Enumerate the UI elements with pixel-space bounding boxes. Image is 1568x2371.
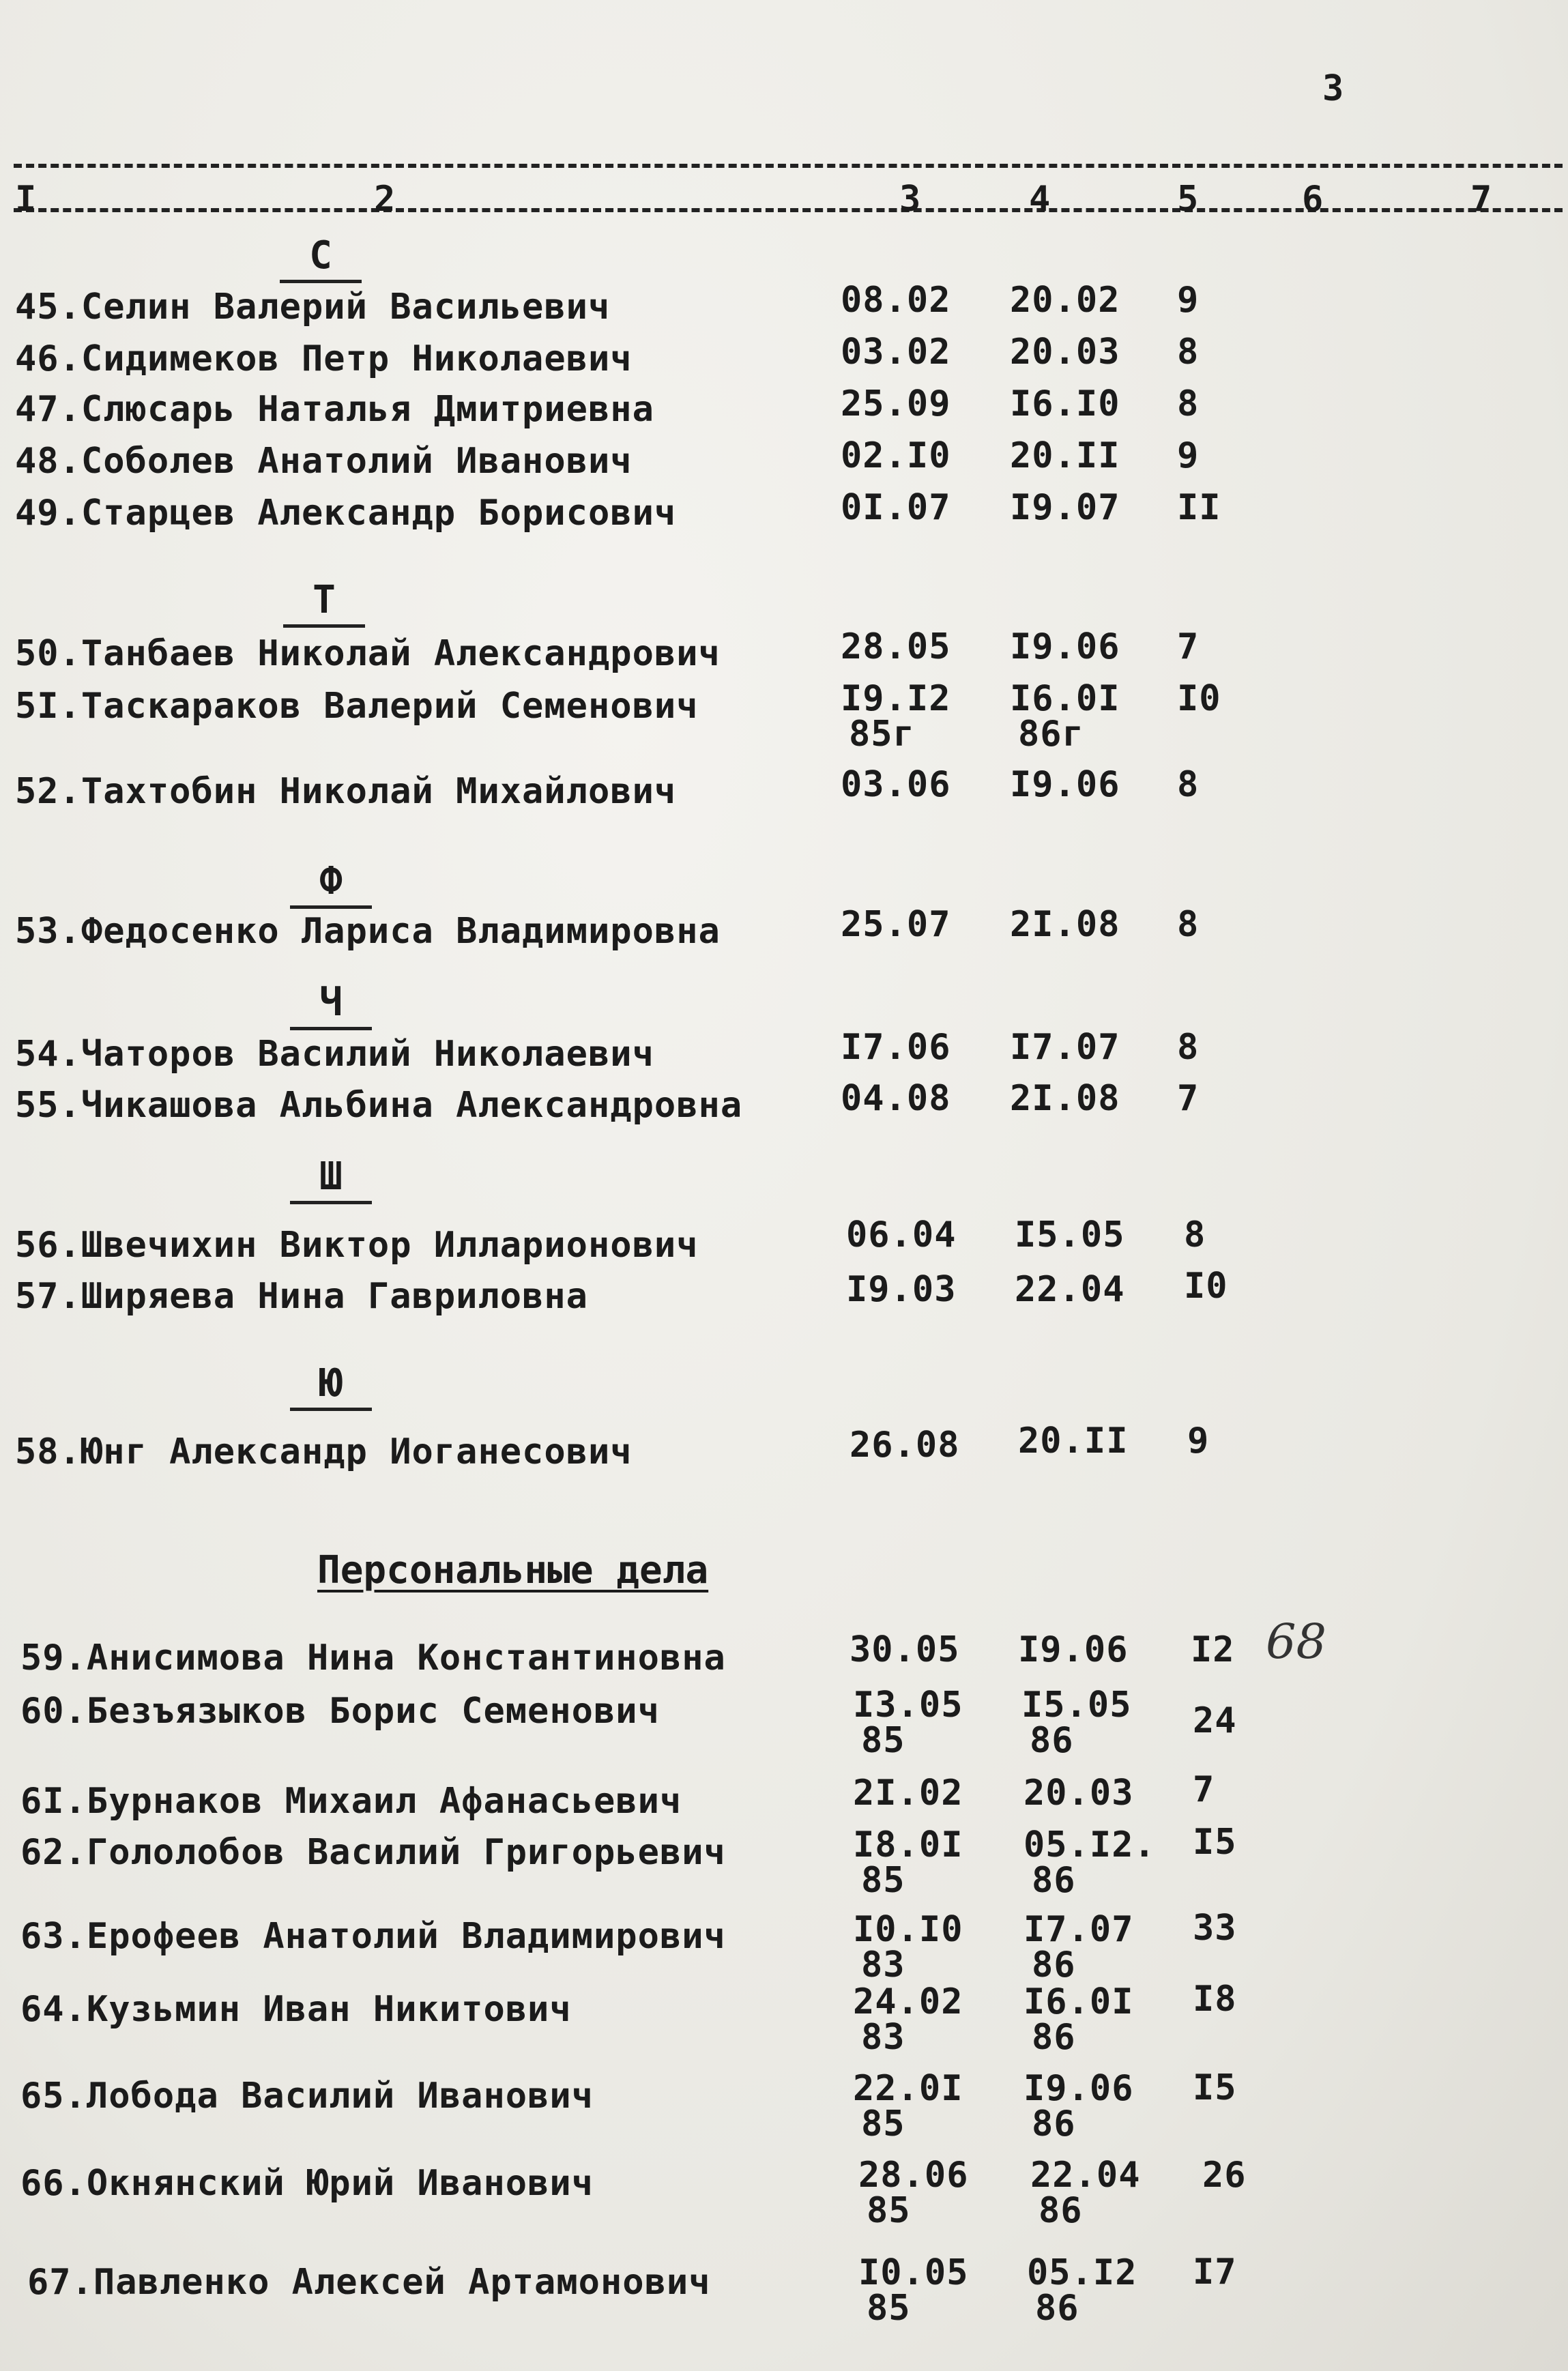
list-item-date-end — [1027, 2252, 1137, 2329]
list-item-date-start: 02.I0 — [841, 435, 951, 476]
date-day-month: I6.0I — [1010, 678, 1120, 719]
list-item-date-start: 25.07 — [841, 904, 951, 945]
personal-files-heading: Персональные дела — [317, 1548, 709, 1592]
list-item-sheets: 9 — [1177, 280, 1200, 321]
list-item-name: 66.Окнянский Юрий Иванович — [20, 2163, 594, 2204]
list-item-date-end — [1023, 1981, 1134, 2058]
list-item-date-start: 25.09 — [841, 383, 951, 424]
list-item-sheets: 8 — [1184, 1214, 1206, 1255]
section-letter: Ч — [276, 983, 386, 1023]
list-item-sheets: I2 — [1191, 1629, 1235, 1670]
list-item-date-start — [853, 1685, 963, 1761]
list-item-date-start — [853, 1824, 963, 1901]
date-day-month: I3.05 — [853, 1685, 963, 1726]
list-item-sheets: 7 — [1177, 626, 1200, 667]
list-item-date-start — [853, 1981, 963, 2058]
header-rule-bottom — [14, 208, 1563, 212]
list-item-sheets: II — [1177, 487, 1221, 528]
list-item-sheets: I5 — [1193, 2067, 1237, 2108]
list-item-date-end — [1010, 678, 1120, 755]
date-day-month: I7.07 — [1023, 1909, 1134, 1950]
list-item-sheets: 7 — [1193, 1769, 1215, 1810]
column-header-5: 5 — [1177, 179, 1200, 220]
section-letter: Ф — [276, 861, 386, 902]
list-item-date-end — [1023, 1909, 1134, 1985]
date-year: 86г — [1018, 714, 1084, 755]
list-item-date-start — [858, 2252, 969, 2329]
list-item-name: 56.Швечихин Виктор Илларионович — [15, 1225, 699, 1266]
list-item-name: 62.Гололобов Василий Григорьевич — [20, 1832, 726, 1873]
list-item-date-start: 06.04 — [846, 1214, 957, 1255]
date-year: 86 — [1032, 1945, 1076, 1985]
section-letter: Ш — [276, 1157, 386, 1197]
list-item-date-end: I9.06 — [1010, 626, 1120, 667]
list-item-name: 60.Безъязыков Борис Семенович — [20, 1691, 660, 1732]
list-item-sheets: 8 — [1177, 904, 1200, 945]
list-item-date-end: I6.I0 — [1010, 383, 1120, 424]
list-item-name: 46.Сидимеков Петр Николаевич — [15, 338, 633, 379]
list-item-name: 49.Старцев Александр Борисович — [15, 493, 677, 534]
list-item-name: 52.Тахтобин Николай Михайлович — [15, 771, 677, 812]
list-item-sheets: 8 — [1177, 764, 1200, 805]
list-item-date-start: 08.02 — [841, 280, 951, 321]
date-day-month: 05.I2. — [1023, 1824, 1156, 1865]
list-item-date-start: I9.03 — [846, 1269, 957, 1310]
list-item-name: 67.Павленко Алексей Артамонович — [27, 2262, 711, 2303]
date-year: 86 — [1039, 2190, 1083, 2231]
date-day-month: I5.05 — [1021, 1685, 1132, 1726]
column-header-4: 4 — [1029, 179, 1051, 220]
list-item-sheets: 8 — [1177, 383, 1200, 424]
list-item-date-end: I9.07 — [1010, 487, 1120, 528]
list-item-date-start: 26.08 — [850, 1425, 960, 1466]
date-day-month: 05.I2 — [1027, 2252, 1137, 2293]
date-day-month: I0.05 — [858, 2252, 969, 2293]
list-item-name: 54.Чаторов Василий Николаевич — [15, 1034, 654, 1075]
list-item-date-start — [853, 1909, 963, 1985]
date-day-month: I9.I2 — [841, 678, 951, 719]
list-item-name: 58.Юнг Александр Иоганесович — [15, 1431, 633, 1472]
list-item-name: 48.Соболев Анатолий Иванович — [15, 441, 633, 482]
list-item-sheets: 7 — [1177, 1078, 1200, 1119]
list-item-date-end — [1023, 2068, 1134, 2144]
date-day-month: I6.0I — [1023, 1981, 1134, 2022]
date-year: 86 — [1032, 2104, 1076, 2144]
list-item-name: 53.Федосенко Лариса Владимировна — [15, 911, 721, 952]
list-item-date-end: 20.II — [1018, 1421, 1129, 1461]
column-header-2: 2 — [374, 179, 396, 220]
section-letter: Ю — [276, 1363, 386, 1404]
list-item-date-end: I7.07 — [1010, 1027, 1120, 1068]
list-item-date-end: 20.II — [1010, 435, 1120, 476]
date-year: 86 — [1030, 1720, 1074, 1761]
date-year: 85г — [849, 714, 915, 755]
date-year: 86 — [1032, 2017, 1076, 2058]
list-item-sheets: I5 — [1193, 1822, 1237, 1863]
date-year: 85 — [867, 2288, 911, 2329]
column-header-3: 3 — [899, 179, 922, 220]
list-item-date-end: I9.06 — [1018, 1629, 1129, 1670]
date-day-month: 22.04 — [1030, 2155, 1141, 2196]
date-day-month: 22.0I — [853, 2068, 963, 2109]
header-rule-top — [14, 164, 1563, 168]
date-year: 86 — [1032, 1860, 1076, 1901]
date-day-month: 24.02 — [853, 1981, 963, 2022]
list-item-date-start: 03.06 — [841, 764, 951, 805]
list-item-sheets: I7 — [1193, 2252, 1237, 2293]
list-item-date-start: I7.06 — [841, 1027, 951, 1068]
list-item-name: 47.Слюсарь Наталья Дмитриевна — [15, 389, 654, 430]
list-item-sheets: 26 — [1202, 2155, 1247, 2196]
list-item-date-start: 03.02 — [841, 332, 951, 373]
list-item-date-end: I9.06 — [1010, 764, 1120, 805]
list-item-date-start: 0I.07 — [841, 487, 951, 528]
list-item-date-end: 2I.08 — [1010, 904, 1120, 945]
list-item-date-end: 20.03 — [1023, 1773, 1134, 1814]
list-item-date-end: 20.02 — [1010, 280, 1120, 321]
list-item-date-start — [841, 678, 951, 755]
list-item-sheets: 8 — [1177, 332, 1200, 373]
list-item-date-start: 2I.02 — [853, 1773, 963, 1814]
list-item-date-start: 04.08 — [841, 1078, 951, 1119]
list-item-sheets: 24 — [1193, 1700, 1237, 1741]
page-number: 3 — [1322, 68, 1345, 109]
list-item-sheets: I0 — [1184, 1266, 1228, 1307]
list-item-date-end: 2I.08 — [1010, 1078, 1120, 1119]
date-year: 85 — [867, 2190, 911, 2231]
list-item-name: 59.Анисимова Нина Константиновна — [20, 1638, 726, 1678]
list-item-sheets: 9 — [1177, 435, 1200, 476]
list-item-name: 64.Кузьмин Иван Никитович — [20, 1989, 572, 2030]
list-item-date-end: 20.03 — [1010, 332, 1120, 373]
list-item-sheets: I8 — [1193, 1979, 1237, 2020]
list-item-date-start: 28.05 — [841, 626, 951, 667]
list-item-date-end — [1023, 1824, 1156, 1901]
date-year: 83 — [861, 2017, 905, 2058]
date-day-month: I9.06 — [1023, 2068, 1134, 2109]
list-item-name: 63.Ерофеев Анатолий Владимирович — [20, 1916, 726, 1957]
date-year: 83 — [861, 1945, 905, 1985]
list-item-name: 6I.Бурнаков Михаил Афанасьевич — [20, 1781, 682, 1822]
date-year: 85 — [861, 1720, 905, 1761]
date-day-month: I0.I0 — [853, 1909, 963, 1950]
list-item-date-start: 30.05 — [850, 1629, 960, 1670]
list-item-sheets: 33 — [1193, 1908, 1237, 1949]
list-item-name: 65.Лобода Василий Иванович — [20, 2076, 594, 2117]
section-letter: С — [266, 235, 375, 276]
list-item-date-end: 22.04 — [1015, 1269, 1125, 1310]
list-item-sheets: I0 — [1177, 678, 1221, 719]
list-item-sheets: 8 — [1177, 1027, 1200, 1068]
list-item-date-start — [853, 2068, 963, 2144]
list-item-name: 57.Ширяева Нина Гавриловна — [15, 1276, 588, 1317]
list-item-date-start — [858, 2155, 969, 2231]
list-item-date-end — [1021, 1685, 1132, 1761]
list-item-date-end — [1030, 2155, 1141, 2231]
handwritten-note: 68 — [1266, 1614, 1327, 1670]
column-header-7: 7 — [1470, 179, 1493, 220]
list-item-name: 55.Чикашова Альбина Александровна — [15, 1085, 743, 1126]
date-year: 85 — [861, 2104, 905, 2144]
date-year: 85 — [861, 1860, 905, 1901]
date-year: 86 — [1035, 2288, 1079, 2329]
date-day-month: 28.06 — [858, 2155, 969, 2196]
column-header-6: 6 — [1302, 179, 1324, 220]
column-header-1: I — [15, 179, 38, 220]
section-letter: Т — [270, 580, 379, 621]
date-day-month: I8.0I — [853, 1824, 963, 1865]
list-item-sheets: 9 — [1187, 1421, 1210, 1461]
list-item-name: 5I.Таскараков Валерий Семенович — [15, 686, 699, 727]
list-item-name: 50.Танбаев Николай Александрович — [15, 633, 721, 674]
list-item-date-end: I5.05 — [1015, 1214, 1125, 1255]
list-item-name: 45.Селин Валерий Васильевич — [15, 287, 611, 328]
